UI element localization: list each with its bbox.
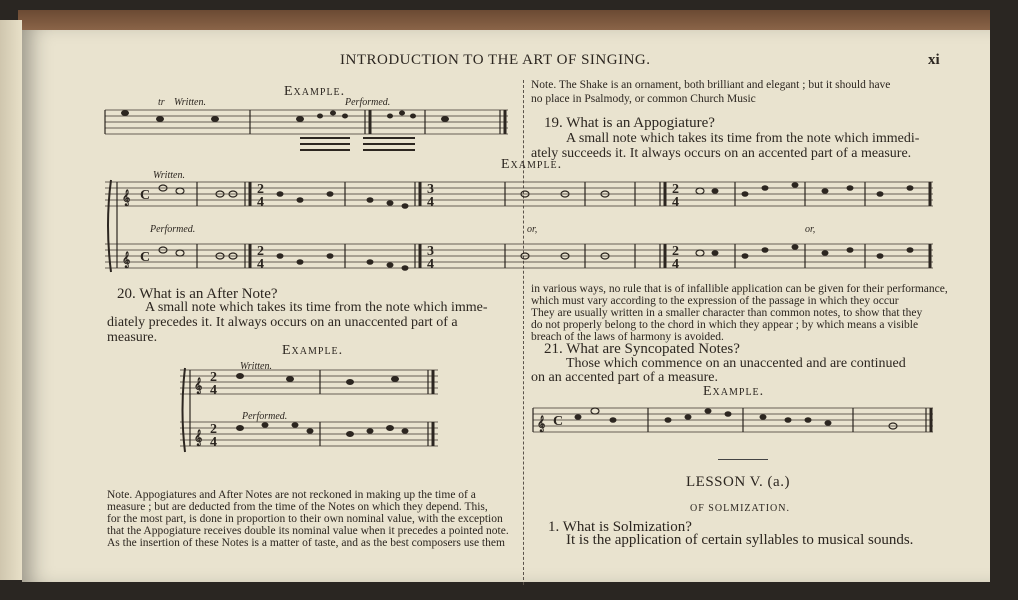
svg-text:4: 4: [427, 195, 434, 210]
note-appogiatures-line4: that the Appogiature receives double its nominal value when it precedes a pointed note.: [107, 525, 509, 537]
right-para-line5: breach of the laws of harmony is avoided.: [531, 331, 724, 343]
trill-mark: tr: [158, 97, 165, 108]
staff-syncopated-example: [533, 406, 935, 454]
staff-appogiature-example: [105, 180, 935, 280]
right-para-line4: do not properly belong to the chord in which they appear ; by which means a visible: [531, 319, 919, 331]
label-or-1: or,: [527, 224, 538, 235]
svg-text:4: 4: [672, 257, 679, 272]
svg-text:𝄞: 𝄞: [122, 191, 131, 206]
question-19: 19. What is an Appogiature?: [544, 115, 715, 131]
lesson-question-1: 1. What is Solmization?: [548, 519, 692, 535]
book-cover-edge: [18, 10, 990, 30]
example-heading-shake: Example.: [284, 84, 346, 99]
example-heading-syncopated: Example.: [703, 384, 765, 399]
lesson-title: LESSON V. (a.): [686, 474, 790, 490]
label-or-2: or,: [805, 224, 816, 235]
staff-shake-example: [105, 108, 510, 156]
label-written-shake: Written.: [174, 97, 206, 108]
q19-answer-line1: A small note which takes its time from the note which immedi-: [566, 131, 920, 146]
svg-text:𝄞: 𝄞: [537, 417, 546, 432]
svg-text:2: 2: [257, 244, 264, 259]
section-rule: [718, 459, 768, 460]
note-appogiatures-line3: for the most part, is done in proportion to their own nominal value, with the exception: [107, 513, 503, 525]
svg-text:3: 3: [427, 244, 434, 259]
svg-text:C: C: [140, 188, 151, 203]
svg-text:4: 4: [210, 435, 217, 450]
right-para-line1: in various ways, no rule that is of infallible application can be given for their performance,: [531, 283, 948, 295]
page-number: xi: [928, 52, 940, 68]
q20-answer-line2: diately precedes it. It always occurs on an unaccented part of a: [107, 315, 458, 330]
label-performed-after-note: Performed.: [242, 411, 288, 422]
svg-text:𝄞: 𝄞: [194, 379, 203, 394]
svg-text:3: 3: [427, 182, 434, 197]
question-20: 20. What is an After Note?: [117, 286, 278, 302]
running-header: INTRODUCTION TO THE ART OF SINGING.: [340, 52, 651, 68]
svg-text:2: 2: [210, 422, 217, 437]
lesson-answer-1: It is the application of certain syllables to musical sounds.: [566, 532, 914, 548]
note-appogiatures-line1: Note. Appogiatures and After Notes are not reckoned in making up the time of a: [107, 489, 476, 501]
staff-after-note-example: [180, 368, 442, 462]
lesson-subtitle: OF SOLMIZATION.: [690, 503, 790, 514]
svg-text:2: 2: [257, 182, 264, 197]
left-page-edge: [0, 20, 22, 580]
svg-text:4: 4: [257, 195, 264, 210]
svg-text:4: 4: [210, 383, 217, 398]
svg-text:2: 2: [210, 370, 217, 385]
svg-text:2: 2: [672, 244, 679, 259]
svg-text:4: 4: [672, 195, 679, 210]
q20-answer-line3: measure.: [107, 330, 158, 345]
question-21: 21. What are Syncopated Notes?: [544, 341, 740, 357]
q21-answer-line1: Those which commence on an unaccented and are continued: [566, 356, 906, 371]
svg-text:4: 4: [427, 257, 434, 272]
column-divider: [523, 80, 524, 585]
label-performed-appogiature: Performed.: [150, 224, 196, 235]
svg-text:𝄞: 𝄞: [122, 253, 131, 268]
example-heading-appogiature: Example.: [501, 157, 563, 172]
right-para-line3: They are usually written in a smaller character than common notes, to show that they: [531, 307, 923, 319]
right-para-line2: which must vary according to the expression of the passage in which they occur: [531, 295, 899, 307]
note-appogiatures-line5: As the insertion of these Notes is a matter of taste, and as the best composers use them: [107, 537, 505, 549]
example-heading-after-note: Example.: [282, 343, 344, 358]
label-performed-shake: Performed.: [345, 97, 391, 108]
label-written-appogiature: Written.: [153, 170, 185, 181]
q20-answer-line1: A small note which takes its time from the note which imme-: [145, 300, 488, 315]
note-shake-line2: no place in Psalmody, or common Church Music: [531, 93, 756, 105]
svg-text:2: 2: [672, 182, 679, 197]
svg-text:𝄞: 𝄞: [194, 431, 203, 446]
svg-text:C: C: [553, 414, 564, 429]
note-shake-line1: Note. The Shake is an ornament, both brilliant and elegant ; but it should have: [531, 79, 891, 91]
svg-text:C: C: [140, 250, 151, 265]
note-appogiatures-line2: measure ; but are deducted from the time of the Notes on which they depend. This,: [107, 501, 488, 513]
q21-answer-line2: on an accented part of a measure.: [531, 370, 718, 385]
label-written-after-note: Written.: [240, 361, 272, 372]
svg-text:4: 4: [257, 257, 264, 272]
q19-answer-line2: ately succeeds it. It always occurs on an accented part of a measure.: [531, 146, 912, 161]
